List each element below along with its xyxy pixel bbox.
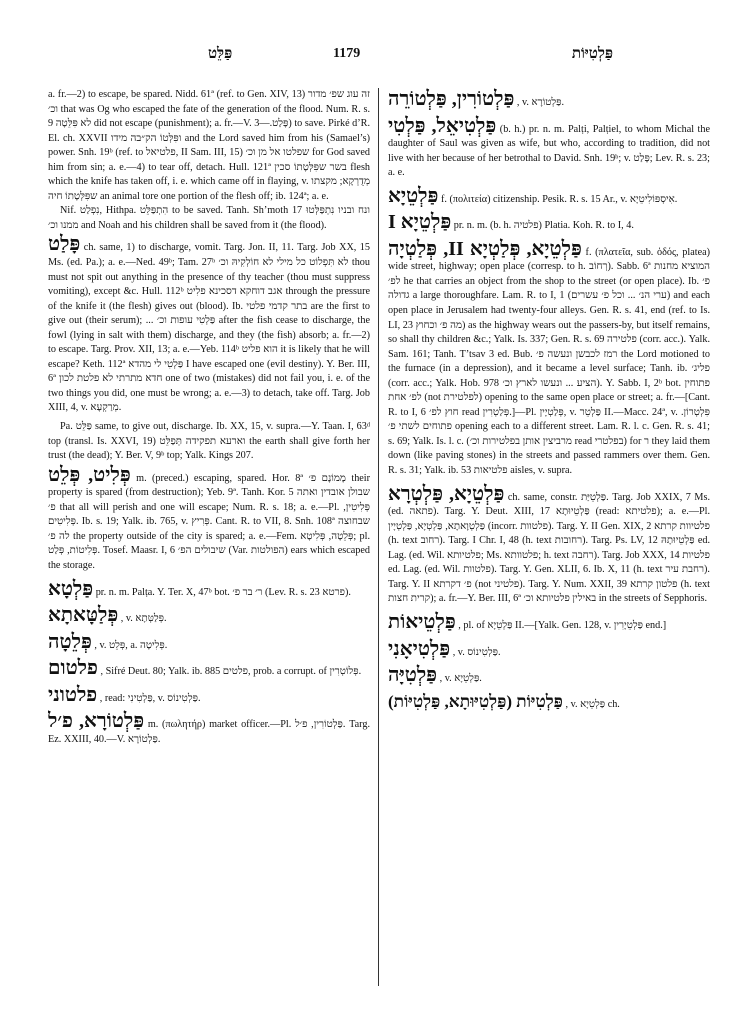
nif-subentry: Nif. נִפְלַט, Hithpa. הִתְפַּלֵּט to be saved. Tanh. Sh’moth 17 ונח ובניו נִתְפַּלְּטוּ ממנו וכ׳ and Noah and his children shall be saved from it (the flood).	[48, 205, 370, 231]
headword: פַּלְטֵיָא, פַּלְטְרָא	[388, 482, 505, 505]
entry-platiaot	[388, 611, 710, 634]
entry-body: f. (πλατεῖα, sub. ὁδός, platea) wide street, highway; open place (corresp. to h. רְחוֹב). Sabb. 6ª המוציא מחנות לפ׳ he that carries an object from the shop to the street (or open place). Ib. פ׳ גדולה a large thoroughfare. Lam. R. to I, 1 (ערי הנ׳ ... וכל פ׳ עשרים) and each open place in Jerusalem had twenty-four alleys. Gen. R. s. 41, end (ref. to Is. LI, 23 מה פ׳ וכחוץ) as the highway wears out the passers-by, but itself remains, so shall thy children &c.; Yalk. Is. 337; Gen. R. s. 69 פלטירה (corr. acc.). Yalk. Sam. 161; Tanh. T’tsav 3 ed. Bub. רמז לכבשן ונעשה פ׳ the Lord motioned to the furnace (in a depression), and it became a level surface; Tanh. ib. פליג׳ (corr. acc.; Yalk. Hob. 978 הציע ... ונעשו לארץ וכ׳). Y. Sabb. I, 2ᵇ bot. פתוחין לפ׳ אחת (not לפלטירת) opening to the same open place or street; a. fr.—[Cant. R. to I, 6 חוץ לפ׳ read פְּלַטְרִין.]—Pl. פְּלַטְיָין, v. פַּלְטֵר II.—Macc. 24ª, v. פִּלְטְרוֹן. פתוחים לשתי פ׳ opening each to a different street. Lam. R. l. c. Gen. R. s. 41; s. 69; Yalk. Is. l. c. (מרביצין אותן בפלטירות וכ׳ read בפלטרי) for ר they laid them down (like paving stones) in the streets and passed rammers over them. Gen. R. s. 31; Yalk. ib. 53 פלטיאות aisles, v. supra.	[388, 246, 710, 477]
entry-paltoni	[48, 684, 370, 707]
headword: פלטום	[48, 657, 98, 680]
entry-body: pr. n. m. Palṭa. Y. Ter. X, 47ᵇ bot. ר׳ בר פ׳ (Lev. R. s. 23 פרטא).	[95, 586, 351, 598]
entry-body: m. (πωλητήρ) market officer.—Pl. פַּלְטוֹרִין, פ׳ל. Targ. Ez. XXIII, 40.—V. פַּלְטוֹרָא.	[48, 719, 370, 745]
headword: פַּלְטָא	[48, 577, 94, 600]
entry-body: , pl. of פַּלְטֵיָא II.—[Yalk. Gen. 128, v. פַּלְטֵיָרִין end.]	[458, 619, 667, 631]
entry-body: , read: פַּלְטִינִי, v. פַּלְטִינוֹס.	[99, 692, 201, 704]
continued-entry-text: a. fr.—2) to escape, be spared. Nidd. 61ª (ref. to Gen. XIV, 13) זה עוג שפ׳ מדור וכ׳ that was Og who escaped the fate of the generation of the flood. Num. R. s. 9 לא פִּלֵּטָה did not escape (punishment); a. fr.—V. פָּלַט.—3) to save. Pirké d’R. El. ch. XXVII ופִּלְּטוֹ הק״בה מידו and the Lord saved him from his (Samael’s) power. Snh. 19ᵇ (ref. to פלטיאל, II Sam. III, 15) שפלטו אל מן וכ׳ for God saved him from sin; a. e.—4) to tear off, detach. Hull. 121ª בשר שפִּלְּטָתוֹ סכין flesh which the knife has taken off, i. e. which came off in flaying, v. מְדֻרְקָא; מקצתו שפִּלְּטָתוֹ חיה an animal tore one portion of the flesh off; ib. 124ª; a. e.	[48, 89, 370, 202]
headword: פָּלַט	[48, 233, 81, 256]
running-header	[48, 46, 708, 74]
entry-body: , v. פַּלְטֵיָא.	[439, 673, 482, 685]
page-number: 1179	[333, 46, 361, 61]
pa-subentry: Pa. פַּלֵּט same, to give out, discharge. Ib. XX, 15, v. supra.—Y. Taan. I, 63ᵈ top (transl. Is. XXVI, 19) וארעא תפקידה תְּפַלֵּט the earth shall give forth her trust (the dead); Y. Ber. V, 9ᵇ top; Yalk. Kings 207.	[48, 421, 370, 462]
header-right-word: פַּלְטִיּוֹת	[571, 46, 613, 62]
headword: פְּלֵטָה	[48, 630, 92, 653]
headword: פַּלְטִיאָנִי	[388, 637, 451, 660]
entry-paltorin	[388, 88, 710, 111]
entry-paltiyot	[388, 691, 710, 713]
entry-body: m. (preced.) escaping, spared. Hor. 8ª מָמוֹנָם פ׳ their property is spared (from destruction); Yeb. 9ª. Tanh. Kor. 5 שבולן אובדין ואתה פ׳ that all will perish and one will escape; Num. R. s. 18; a. e.—Pl. פְּלִיטִין, פְּלִיטִים. Ib. s. 19; Yalk. ib. 765, v. פְּרִיץ. Cant. R. to VII, 8. Snh. 108ª שבחוצה לה פ׳ the property outside of the city is spared; a. e.—Fem. פְּלֵטָה, פְּלִיטָא; pl. פְּלִיטוֹת, פְּלַט. Tosef. Maasr. I, 6 שיבולים הפ׳ (Var. הפולטות) ears which escaped the storage.	[48, 472, 370, 571]
entry-platia-1	[388, 211, 710, 234]
headword: פְּלַטָּאתָא	[48, 604, 119, 627]
headword: פַּלְטוֹרִין, פַּלְטוֹרֵה	[388, 88, 515, 110]
entry-body: ch. same, constr. פַּלְטֵיַּת. Targ. Job XXIX, 7 Ms. (ed. פתאה). Targ. Y. Deut. XIII, 17 פַּלְטֵיוּתָא (read: פלטיתא); a. e.—Pl. פַּלְטְוָאתָא, פַּלְטְיָא, פַּלְטְיָין (incorr. פלטוות). Targ. Y. II Gen. XIX, 2 פלטיוות קרתא (h. text רחוב). Targ. I Chr. I, 48 (h. text רחובות). Targ. Ps. LV, 12 פַּלְטֵיוּתָהּ ed. Lag. (ed. Wil. פלטיותא; Ms. פלטוותא; h. text רחבה). Targ. Job XXX, 14 פלטיות ed. Lag. (ed. Wil. פלטוות). Targ. Y. Gen. XLII, 6. Ib. X, 11 (h. text רחבת עיר). Targ. Y. II פ׳ דקרתא (not פלטיני). Targ. Y. Num. XXII, 39 פלטון קרתא (h. text קרית חצות); a. fr.—Y. Ber. III, 6ª באילין פלטיותא וכ׳ in the streets of Sepphoris.	[388, 491, 710, 605]
headword: פַּלְטֵיאוֹת	[388, 610, 456, 633]
headword: פַּלְטֵיָא I	[388, 211, 452, 234]
entry-body: pr. n. m. (b. h. פלטיה) Platia. Koh. R. to I, 4.	[453, 220, 634, 232]
entry-politeia	[388, 185, 710, 208]
left-column	[48, 88, 370, 986]
right-column	[388, 88, 710, 986]
header-left-word: פַּלֵּט	[208, 46, 233, 62]
headword: פַּלְטִיאֵל, פַּלְטִי	[388, 114, 497, 137]
column-divider	[378, 88, 379, 986]
headword: פַּלְטֵיָא	[388, 184, 439, 207]
entry-body: f. (πολιτεία) citizenship. Pesik. R. s. 15 Ar., v. אִיסְפּוֹלִיטֵיָא.	[440, 193, 678, 205]
entry-paltata	[48, 604, 370, 627]
entry-body: ch. same, 1) to discharge, vomit. Targ. Jon. II, 11. Targ. Job XX, 15 Ms. (ed. Pa.); a. e.—Ned. 49ᵇ; Tam. 27ᵇ לא תִּפְלוֹט כל מילי לא חוֹלְקִיהּ וכ׳ thou must not spit out anything in the presence of thy teacher (thou must suppress vomiting), except &c. Hull. 112ᵇ אגב דוחקא דסכינא פלִיט through the pressure of the knife it (the flesh) gives out (blood). Ib. בתר קדמי פלטי are the first to give out (their serum); ... פַּלְטִי עופות וכ׳ after the fish cease to discharge, the fowl (lying in salt with them) discharge, and they (the fish) absorb; a. fr.—2) to escape. Targ. Prov. XII, 13; a. e.—Yeb. 114ᵇ הוא פליט it is likely that he will escape? Keth. 112ª פַּלְטִי לי מהדא I have escaped one (evil destiny). Y. Ber. III, 6ª חדא מתרתי לא פלטת לכון one of two (mistakes) did not fail you, i. e. of the two things you did, one must be wrong; a. e.—3) to detach, take off. Targ. Job XIII, 4, v. מְרַקְעָא.	[48, 242, 370, 414]
entry-palti	[388, 115, 710, 181]
entry-paltiyah	[388, 664, 710, 687]
entry-palat	[48, 233, 370, 416]
entry-peltah	[48, 631, 370, 654]
headword: פַּלְטִיָּה	[388, 664, 438, 687]
entry-body: (b. h.) pr. n. m. Palṭi, Palṭiel, to whom Michal the daughter of Saul was given as wife, but who, according to tradition, did not live with her because of her betrothal to David. Snh. 19ᵇ; v. פָּלַט; Lev. R. s. 23; a. e.	[388, 123, 710, 179]
entry-body: , v. פְּלַטְּתָא.	[120, 613, 167, 625]
entry-paltora	[48, 710, 370, 747]
entry-body: , v. פְּלֵט, a. פְּלִיטָה.	[94, 639, 168, 651]
entry-paltum	[48, 657, 370, 680]
entry-palta	[48, 578, 370, 601]
headword: פלטוני	[48, 683, 98, 706]
entry-body: , v. פַּלְטוֹרָא.	[516, 97, 565, 108]
entry-body: , Sifré Deut. 80; Yalk. ib. 885 פלטים, prob. a corrupt. of פְּלוֹטְרִין.	[100, 666, 362, 678]
headword: פְּלִיט, פְּלֵט	[48, 463, 131, 486]
headword: פַּלְטוֹרָא, פ׳ל	[48, 710, 145, 733]
entry-paltiani	[388, 638, 710, 661]
entry-palit	[48, 464, 370, 574]
entry-platia-chaldaic	[388, 483, 710, 607]
entry-body: , v. פַּלְטֵיָא ch.	[565, 698, 620, 710]
entry-body: , v. פַּלְטִינוֹס.	[452, 646, 501, 658]
headword: פַּלְטִיּוֹת (פַּלְטִיּוּתָא, פַּלְטִיּוֹת)	[388, 691, 563, 711]
entry-platia-2	[388, 238, 710, 479]
headword: פַּלְטֵיָא, פְּלַטְיָא II, פְּלַטְיָה	[388, 237, 582, 260]
